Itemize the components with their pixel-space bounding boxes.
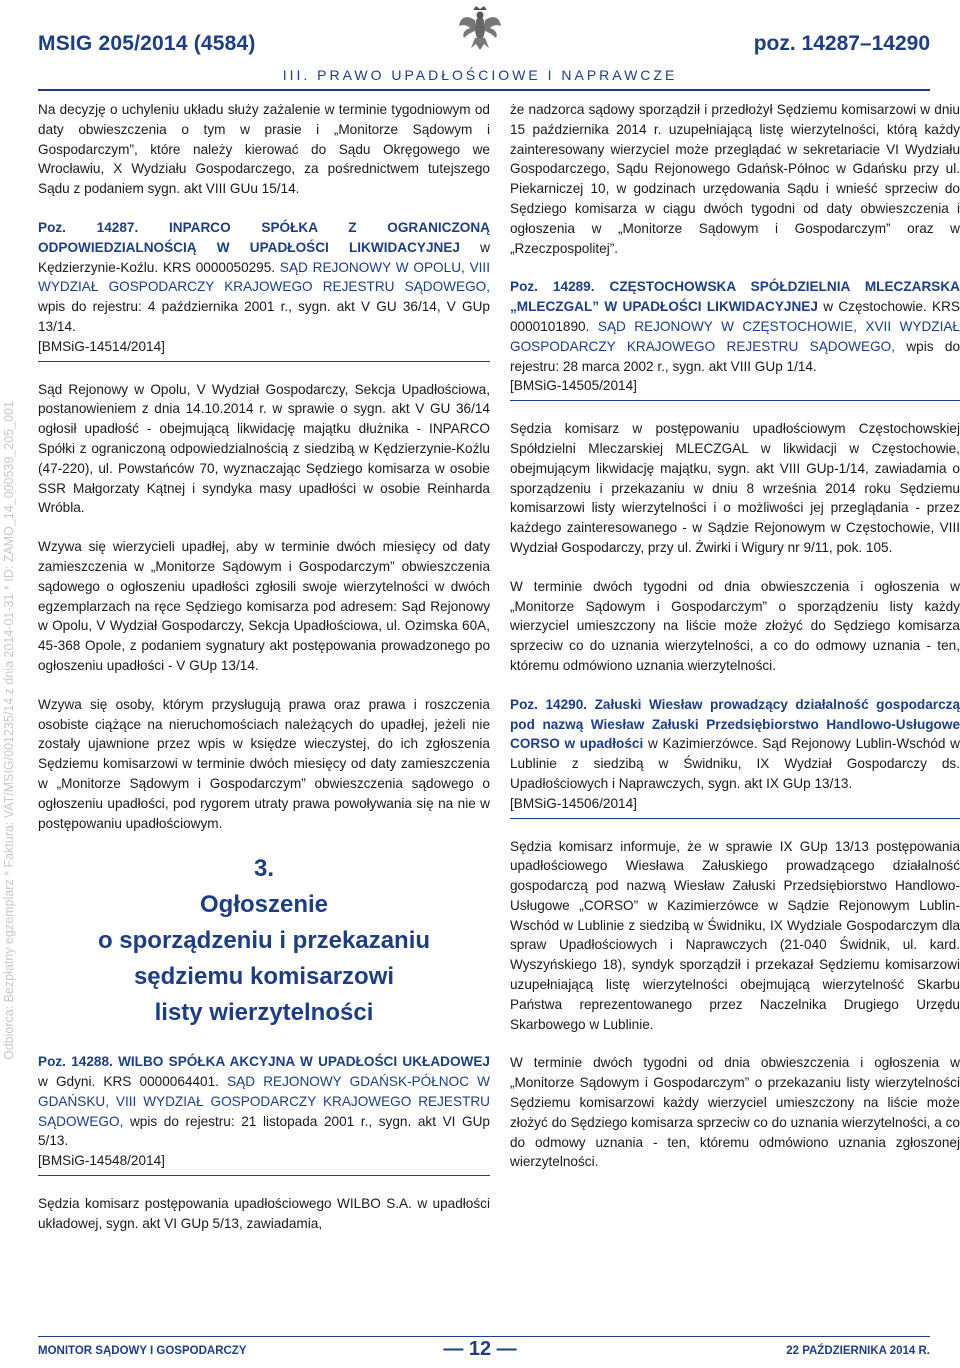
entry-court: SĄD REJONOWY GDAŃSK-PÓŁNOC W GDAŃSKU, VIII WYDZIAŁ GOSPODARCZY KRAJOWEGO REJESTRU SĄDOWEGO,	[38, 1074, 490, 1129]
entry-location: w Kędzierzynie-Koźlu. KRS 0000050295.	[38, 239, 490, 275]
entry-number: Poz. 14290.	[510, 696, 588, 712]
paragraph: Wzywa się wierzycieli upadłej, aby w terminie dwóch miesięcy od daty zamieszczenia w „Monitorze Sądowym i Gospodarczym” obwieszczenia sądowego o ogłoszeniu upadłości zgłosili swoje wierzytelności w dwóch egzemplarzach na ręce Sędziego komisarza pod adresem: Sąd Rejonowy w Opolu, V Wydział Gospodarczy, Sekcja Upadłościowa, ul. Ozimska 60A, 45-368 Opole, z podaniem sygnatury akt postępowania prowadzonego po ogłoszeniu upadłości - V GUp 13/14.	[38, 539, 490, 673]
entry-14290	[510, 695, 960, 814]
paragraph: Sędzia komisarz informuje, że w sprawie IX GUp 13/13 postępowania upadłościowego Wiesława Załuskiego prowadzącego działalność gospodarczą pod nazwą Wiesław Załuski Przedsiębiorstwo Handlowo-Usługowe „CORSO” w Kazimierzówce w Sądzie Rejonowym Lublin-Wschód w Lublinie z siedzibą w Świdniku, IX Wydziale Gospodarczym dla spraw Upadłościowych i Naprawczych (21-040 Świdnik, ul. kard. Wyszyńskiego 18), syndyk sporządził i przekazał Sędziemu komisarzowi uzupełniającą listę wierzytelności obejmującą wierzytelność Skarbu Państwa reprezentowanego przez Naczelnika Drugiego Urzędu Skarbowego w Lublinie.	[510, 838, 960, 1032]
entry-company: INPARCO SPÓŁKA Z OGRANICZONĄ ODPOWIEDZIALNOŚCIĄ W UPADŁOŚCI LIKWIDACYJNEJ	[38, 219, 490, 255]
paragraph: Sędzia komisarz postępowania upadłościowego WILBO S.A. w upadłości układowej, sygn. akt VI GUp 5/13, zawiadamia,	[38, 1196, 490, 1231]
page-number: — 12 —	[443, 1338, 517, 1360]
entry-reference: [BMSiG-14548/2014]	[38, 1153, 165, 1169]
publication-name: MONITOR SĄDOWY I GOSPODARCZY	[38, 1345, 247, 1357]
entry-court: SĄD REJONOWY W CZĘSTOCHOWIE, XVII WYDZIAŁ GOSPODARCZY KRAJOWEGO REJESTRU SĄDOWEGO,	[510, 318, 960, 354]
entry-company: Załuski Wiesław prowadzący działalność gospodarczą pod nazwą Wiesław Załuski Przedsiębiorstwo Handlowo-Usługowe CORSO w upadłości	[510, 696, 960, 752]
entry-divider	[38, 1175, 490, 1176]
entry-divider	[38, 361, 490, 362]
entry-number: Poz. 14288.	[38, 1054, 113, 1070]
entry-number: Poz. 14287.	[38, 219, 139, 235]
section-title: III. PRAWO UPADŁOŚCIOWE I NAPRAWCZE	[282, 67, 678, 83]
entry-details: wpis do rejestru: 4 października 2001 r., sygn. akt V GU 36/14, V GUp 13/14.	[38, 299, 490, 334]
paragraph: Sędzia komisarz w postępowaniu upadłościowym Częstochowskiej Spółdzielni Mleczarskiej MLECZGAL w likwidacji w Częstochowie, obejmującym likwidację majątku, sygn. akt VIII GUp-1/14, zawiadamia o sporządzeniu i przekazaniu w dniu 8 września 2014 roku Sędziemu komisarzowi listy wierzytelności i o możliwości jej przeglądania - przez każdego zainteresowanego - w Sądzie Rejonowym w Częstochowie, VIII Wydział Gospodarczy, przy ul. Żwirki i Wigury nr 9/11, pok. 105.	[510, 421, 960, 555]
heading-number: 3.	[253, 855, 274, 883]
paragraph: Na decyzję o uchyleniu układu służy zażalenie w terminie tygodniowym od daty obwieszczenia o tym w prasie i „Monitorze Sądowym i Gospodarczym”, które należy kierować do Sądu Okręgowego we Wrocławiu, X Wydziału Gospodarczego, za pośrednictwem tutejszego Sądu z podaniem sygn. akt VIII GUu 15/14.	[38, 102, 490, 197]
paragraph: Sąd Rejonowy w Opolu, V Wydział Gospodarczy, Sekcja Upadłościowa, postanowieniem z dnia 14.10.2014 r. w sprawie o sygn. akt V GU 36/14 ogłosił upadłość - obejmującą likwidację majątku dłużnika - INPARCO Spółki z ograniczoną odpowiedzialnością z siedzibą w Kędzierzynie-Koźlu (47-220), ul. Powstańców 70, wyznaczając Sędziego komisarza w osobie SSR Małgorzaty Kątnej i syndyka masy upadłości w osobie Reinharda Wróbla.	[38, 381, 490, 516]
entry-location: w Częstochowie. KRS 0000101890.	[510, 299, 960, 334]
heading-line: sędziemu komisarzowi	[133, 963, 395, 991]
polish-eagle-emblem-icon	[458, 4, 502, 52]
heading-line: Ogłoszenie	[199, 891, 329, 919]
entry-number: Poz. 14289.	[510, 279, 595, 295]
recipient-watermark: Odbiorca: Bezpłatny egzemplarz * Faktura: VAT/MSIG/001235/14 z dnia 2014-01-31 * ID: ZAMO_14_000539_205_001	[2, 401, 16, 1060]
footer-divider	[38, 1336, 930, 1337]
heading-line: listy wierzytelności	[154, 999, 374, 1027]
entry-location: w Kazimierzówce. Sąd Rejonowy Lublin-Wschód w Lublinie z siedzibą w Świdniku, IX Wydział Gospodarczy ds. Upadłościowych i Naprawczych, sygn. akt IX GUp 13/13.	[510, 736, 960, 791]
entry-details: wpis do rejestru: 21 listopada 2001 r., sygn. akt VI GUp 5/13.	[38, 1113, 490, 1149]
right-column	[510, 100, 960, 1191]
entry-reference: [BMSiG-14514/2014]	[38, 338, 165, 354]
header-divider	[38, 89, 930, 91]
paragraph: W terminie dwóch tygodni od dnia obwieszczenia i ogłoszenia w „Monitorze Sądowym i Gospodarczym” o przekazaniu listy wierzytelności Sędziemu komisarzowi każdy wierzyciel umieszczony na liście może złożyć do Sędziego komisarza sprzeciw co do uznania wierzytelności, a co do odmowy uznania - ten, któremu odmówiono uznania zgłoszonej wierzytelności.	[510, 1055, 960, 1170]
positions-range: poz. 14287–14290	[753, 32, 930, 55]
entry-company: WILBO SPÓŁKA AKCYJNA W UPADŁOŚCI UKŁADOWEJ	[118, 1054, 490, 1070]
entry-14289	[510, 277, 960, 396]
paragraph: że nadzorca sądowy sporządził i przedłożył Sędziemu komisarzowi w dniu 15 października 2014 r. uzupełniającą listę wierzytelności, którą każdy zainteresowany wierzyciel może przeglądać w sekretariacie VI Wydziału Gospodarczego, Sądu Rejonowego Gdańsk-Północ w Gdańsku przy ul. Piekarniczej 10, w godzinach urzędowania Sądu i wnieść sprzeciw do Sędziego komisarza w ciągu dwóch tygodni od daty obwieszczenia i ogłoszenia w „Monitorze Sądowym i Gospodarczym” oraz w „Rzeczpospolitej”.	[510, 102, 960, 256]
entry-reference: [BMSiG-14506/2014]	[510, 795, 637, 811]
paragraph: Wzywa się osoby, którym przysługują prawa oraz prawa i roszczenia osobiste ciążące na nieruchomościach należących do upadłej, jeżeli nie zostały ujawnione przez wpis w księdze wieczystej, do ich zgłoszenia Sędziemu komisarzowi w terminie dwóch miesięcy od daty zamieszczenia w „Monitorze Sądowym i Gospodarczym” obwieszczenia sądowego o ogłoszeniu upadłości, pod rygorem utraty prawa powoływania się na nie w postępowaniu upadłościowym.	[38, 696, 490, 831]
section-heading	[38, 852, 490, 1030]
issue-number: MSIG 205/2014 (4584)	[38, 32, 256, 55]
entry-details: wpis do rejestru: 28 marca 2002 r., sygn. akt VIII GUp 1/14.	[510, 338, 960, 374]
entry-divider	[510, 400, 960, 401]
entry-divider	[510, 818, 960, 819]
entry-14287	[38, 218, 490, 357]
entry-company: CZĘSTOCHOWSKA SPÓŁDZIELNIA MLECZARSKA „MLECZGAL” W UPADŁOŚCI LIKWIDACYJNEJ	[510, 279, 960, 315]
entry-14288	[38, 1052, 490, 1171]
entry-court: SĄD REJONOWY W OPOLU, VIII WYDZIAŁ GOSPODARCZY KRAJOWEGO REJESTRU SĄDOWEGO,	[38, 259, 490, 295]
paragraph: W terminie dwóch tygodni od dnia obwieszczenia i ogłoszenia w „Monitorze Sądowym i Gospodarczym” o sporządzeniu listy każdy wierzyciel umieszczony na liście może złożyć do Sędziego komisarza sprzeciw co do uznania wierzytelności, a co do odmowy uznania - ten, któremu odmówiono uznania wierzytelności.	[510, 578, 960, 673]
heading-line: o sporządzeniu i przekazaniu	[97, 927, 431, 955]
entry-location: w Gdyni. KRS 0000064401.	[38, 1074, 219, 1090]
issue-date: 22 PAŹDZIERNIKA 2014 R.	[786, 1345, 930, 1357]
entry-reference: [BMSiG-14505/2014]	[510, 378, 637, 394]
left-column	[38, 100, 490, 1253]
